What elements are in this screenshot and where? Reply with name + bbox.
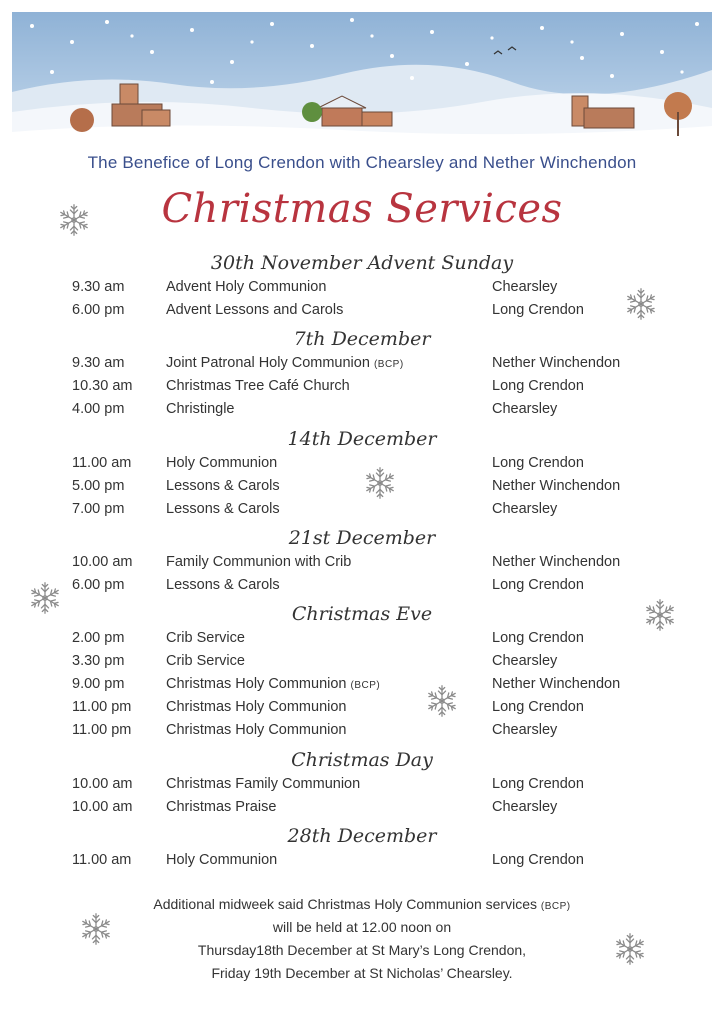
service-time: 10.00 am: [72, 799, 133, 815]
snowflake-icon: [612, 931, 648, 967]
service-row: [0, 378, 724, 400]
page-title: Christmas Services: [161, 186, 563, 232]
service-location: Chearsley: [492, 722, 558, 738]
snowflake-icon: [362, 465, 398, 501]
service-location: Chearsley: [492, 501, 558, 517]
service-row: [0, 401, 724, 423]
service-name: Family Communion with Crib: [166, 554, 352, 570]
service-location: Long Crendon: [492, 378, 584, 394]
service-time: 10.00 am: [72, 776, 133, 792]
service-row: [0, 676, 724, 698]
section-heading: 30th November Advent Sunday: [210, 252, 514, 274]
service-time: 9.30 am: [72, 355, 125, 371]
service-row: [0, 699, 724, 721]
service-location: Nether Winchendon: [492, 355, 621, 371]
service-location: Long Crendon: [492, 776, 584, 792]
service-name: Christmas Family Communion: [166, 776, 361, 792]
service-location: Nether Winchendon: [492, 478, 621, 494]
service-name: Christmas Tree Café Church: [166, 378, 350, 394]
footer-text: Additional midweek said Christmas Holy Communion services: [153, 896, 537, 912]
section-heading: 21st December: [288, 527, 436, 549]
service-location: Chearsley: [492, 279, 558, 295]
service-location: Long Crendon: [492, 577, 584, 593]
service-time: 11.00 pm: [72, 699, 132, 715]
service-location: Nether Winchendon: [492, 676, 621, 692]
service-location: Long Crendon: [492, 302, 584, 318]
section-heading: Christmas Eve: [291, 603, 433, 625]
bcp-tag: (BCP): [350, 680, 381, 691]
service-name: Christmas Praise: [166, 799, 277, 815]
section-heading: Christmas Day: [291, 749, 433, 771]
service-row: [0, 302, 724, 324]
service-name: Christmas Holy Communion: [166, 722, 347, 738]
service-time: 11.00 pm: [72, 722, 132, 738]
service-location: Chearsley: [492, 799, 558, 815]
service-time: 10.30 am: [72, 378, 133, 394]
footer-line: will be held at 12.00 noon on: [272, 919, 452, 935]
service-time: 4.00 pm: [72, 401, 125, 417]
service-row: [0, 653, 724, 675]
service-name: Crib Service: [166, 630, 245, 646]
bcp-tag: (BCP): [540, 901, 571, 912]
service-time: 11.00 am: [72, 852, 132, 868]
service-location: Long Crendon: [492, 699, 584, 715]
benefice-heading: The Benefice of Long Crendon with Chearsley and Nether Winchendon: [87, 153, 637, 172]
section-heading: 28th December: [287, 825, 437, 847]
service-row: [0, 630, 724, 652]
service-row: [0, 776, 724, 798]
service-time: 6.00 pm: [72, 302, 125, 318]
service-name: Christmas Holy Communion: [166, 699, 347, 715]
service-location: Chearsley: [492, 401, 558, 417]
service-name: Advent Lessons and Carols: [166, 302, 344, 318]
snowflake-icon: [56, 202, 92, 238]
service-name: Crib Service: [166, 653, 245, 669]
section-heading: 7th December: [293, 328, 431, 350]
service-row: [0, 722, 724, 744]
service-time: 6.00 pm: [72, 577, 125, 593]
snowflake-icon: [27, 580, 63, 616]
service-name-text: Christmas Holy Communion: [166, 676, 347, 692]
snowflake-icon: [78, 911, 114, 947]
service-name: Lessons & Carols: [166, 478, 280, 494]
service-time: 3.30 pm: [72, 653, 125, 669]
service-name-text: Joint Patronal Holy Communion: [166, 355, 370, 371]
service-location: Long Crendon: [492, 455, 584, 471]
winter-village-banner: [12, 12, 712, 155]
service-time: 5.00 pm: [72, 478, 125, 494]
service-time: 9.30 am: [72, 279, 125, 295]
footer-line: Thursday18th December at St Mary’s Long Crendon,: [197, 942, 527, 958]
service-row: [0, 501, 724, 523]
service-row: [0, 577, 724, 599]
section-heading: 14th December: [287, 428, 437, 450]
service-location: Long Crendon: [492, 630, 584, 646]
service-row: [0, 799, 724, 821]
service-name: [166, 355, 404, 371]
snowflake-icon: [424, 683, 460, 719]
service-row: [0, 554, 724, 576]
snowflake-icon: [642, 597, 678, 633]
service-time: 7.00 pm: [72, 501, 125, 517]
service-name: Lessons & Carols: [166, 577, 280, 593]
service-row: [0, 279, 724, 301]
service-name: Lessons & Carols: [166, 501, 280, 517]
service-row: [0, 355, 724, 377]
service-time: 11.00 am: [72, 455, 132, 471]
service-name: Holy Communion: [166, 455, 278, 471]
service-time: 9.00 pm: [72, 676, 125, 692]
service-name: [166, 676, 380, 692]
snowflake-icon: [623, 286, 659, 322]
service-time: 10.00 am: [72, 554, 133, 570]
service-time: 2.00 pm: [72, 630, 125, 646]
service-location: Nether Winchendon: [492, 554, 621, 570]
service-location: Chearsley: [492, 653, 558, 669]
service-name: Advent Holy Communion: [166, 279, 327, 295]
footer-line: Friday 19th December at St Nicholas’ Chearsley.: [211, 965, 513, 981]
bcp-tag: (BCP): [373, 359, 404, 370]
service-name: Holy Communion: [166, 852, 278, 868]
service-row: [0, 852, 724, 874]
service-name: Christingle: [166, 401, 235, 417]
service-location: Long Crendon: [492, 852, 584, 868]
